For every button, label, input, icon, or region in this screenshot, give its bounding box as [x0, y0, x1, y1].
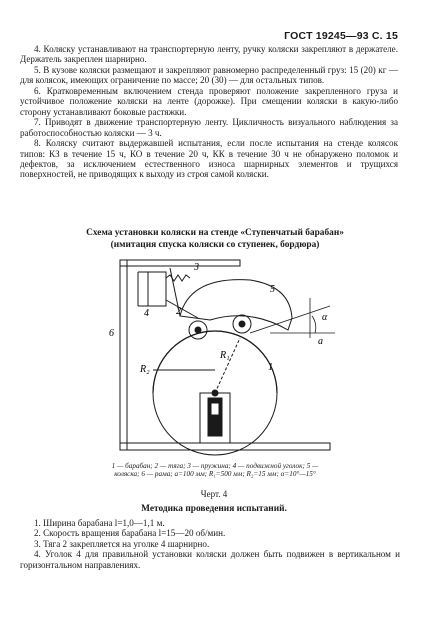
test-stand-diagram: [100, 258, 350, 458]
label-4: 4: [144, 308, 149, 319]
paragraph-6: 6. Кратковременным включением стенда проверяют положение закрепленного груза и устойчивое положение коляски на ленте (дорожке). При смещении коляски в какую-либо сторону устанавливают боковые растяжки.: [20, 85, 398, 117]
stroller: [170, 268, 292, 339]
paragraph-4: 4. Коляску устанавливают на транспортерную ленту, ручку коляски закрепляют в держателе. Держатель закреплен шарнирно.: [20, 44, 398, 65]
label-1: 1: [268, 362, 273, 373]
label-r2: R₂: [140, 364, 150, 375]
paragraph-7: 7. Приводят в движение транспортерную ленту. Цикличность визуального наблюдения за работоспособностью коляски — 3 ч.: [20, 117, 398, 138]
paragraph-8: 8. Коляску считают выдержавшей испытания, если после испытания на стенде колясок типов: КЗ в течение 15 ч, КО в течение 20 ч, КК в течение 30 ч не обнаружено поломок и дефектов, за исключением естественного износа шарнирных элементов и трущихся поверхностей, не приводящих к выходу из строя самой коляски.: [20, 138, 398, 180]
paragraph-5: 5. В кузове коляски размещают и закрепляют равномерно распределенный груз: 15 (20) кг — для колясок, имеющих ограничение по массе; 20 (30) — для остальных типов.: [20, 64, 398, 86]
label-alpha: α: [322, 312, 328, 323]
label-3: 3: [194, 262, 199, 273]
step-3: 3. Тяга 2 закрепляется на уголке 4 шарнирно.: [34, 538, 210, 549]
diagram-legend: 1 — барабан; 2 — тяга; 3 — пружина; 4 — подвижной уголок; 5 — коляска; 6 — рама; a=100 мм; R₁=500 мм; R₂=15 мм; α=10°—15°: [111, 462, 319, 479]
step-1: 1. Ширина барабана l=1,0—1,1 м.: [34, 518, 165, 528]
label-r1: R₁: [220, 350, 230, 361]
method-title: Методика проведения испытаний.: [141, 504, 287, 514]
body-text: [20, 44, 398, 180]
step-2: 2. Скорость вращения барабана l=15—20 об/мин.: [34, 528, 226, 539]
label-6: 6: [109, 328, 114, 339]
page-header: ГОСТ 19245—93 С. 15: [284, 30, 398, 42]
drum: [153, 331, 277, 455]
label-a: a: [318, 336, 323, 347]
label-2: 2: [176, 306, 181, 317]
method-steps: [20, 518, 400, 570]
scheme-title: Схема установки коляски на стенде «Ступенчатый барабан» (имитация спуска коляски со ступенек, бордюра): [86, 228, 344, 250]
label-5: 5: [270, 284, 275, 295]
figure-caption: Черт. 4: [200, 489, 228, 499]
step-4: 4. Уголок 4 для правильной установки коляски должен быть подвижен в вертикальном и горизонтальном направлениях.: [20, 549, 400, 570]
